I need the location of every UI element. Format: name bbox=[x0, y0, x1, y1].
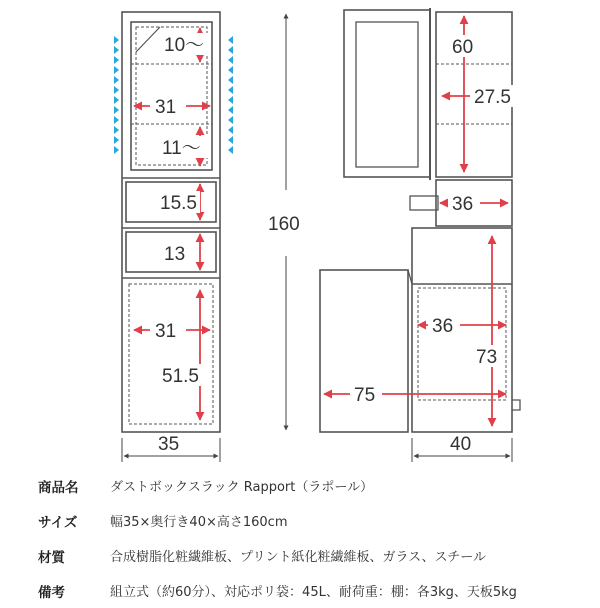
total-height-dimension bbox=[268, 14, 300, 430]
open-glass-door bbox=[344, 10, 430, 177]
front-dimension-arrows bbox=[134, 28, 210, 420]
side-total-depth bbox=[412, 434, 512, 462]
dim-lower-height-side: 73 bbox=[476, 347, 498, 368]
spec-value: ダストボックスラック Rapport（ラポール） bbox=[110, 480, 374, 495]
spec-value: 合成樹脂化粧繊維板、プリント紙化粧繊維板、ガラス、スチール bbox=[110, 550, 486, 565]
spec-row-material bbox=[38, 538, 578, 573]
open-lower-door bbox=[320, 270, 408, 432]
dim-open-reach: 75 bbox=[354, 385, 376, 406]
spec-row-product-name bbox=[38, 468, 578, 503]
dim-total-width: 35 bbox=[158, 434, 180, 455]
dim-middle-depth: 36 bbox=[452, 194, 474, 215]
dim-upper-bottom: 11〜 bbox=[162, 138, 201, 159]
glass-reflection-line bbox=[136, 27, 160, 52]
spec-label: 材質 bbox=[38, 549, 65, 566]
spec-table bbox=[38, 468, 578, 608]
dim-lower-width: 31 bbox=[155, 321, 177, 342]
spec-row-notes bbox=[38, 573, 578, 608]
dim-total-depth: 40 bbox=[450, 434, 472, 455]
side-view bbox=[320, 8, 520, 432]
dim-drawer-height: 15.5 bbox=[160, 193, 197, 214]
spec-label: 備考 bbox=[38, 584, 65, 601]
side-dimension-labels bbox=[350, 35, 514, 406]
dim-shelf-width: 31 bbox=[155, 97, 177, 118]
dim-upper-depth: 27.5 bbox=[474, 87, 511, 108]
dim-open-height: 13 bbox=[164, 244, 186, 265]
spec-label: 商品名 bbox=[38, 479, 79, 496]
dim-lower-height: 51.5 bbox=[162, 366, 199, 387]
dim-upper-height: 60 bbox=[452, 37, 474, 58]
dim-lower-inner-depth: 36 bbox=[432, 316, 454, 337]
spec-row-size bbox=[38, 503, 578, 538]
dim-total-height: 160 bbox=[268, 214, 300, 235]
spec-value: 幅35×奥行き40×高さ160cm bbox=[110, 515, 288, 530]
dim-upper-top: 10〜 bbox=[164, 35, 205, 56]
front-total-width bbox=[122, 434, 220, 462]
spec-label: サイズ bbox=[38, 514, 78, 531]
spec-value: 組立式（約60分）、対応ポリ袋：45L、耐荷重：棚：各3kg、天板5kg bbox=[110, 585, 517, 600]
